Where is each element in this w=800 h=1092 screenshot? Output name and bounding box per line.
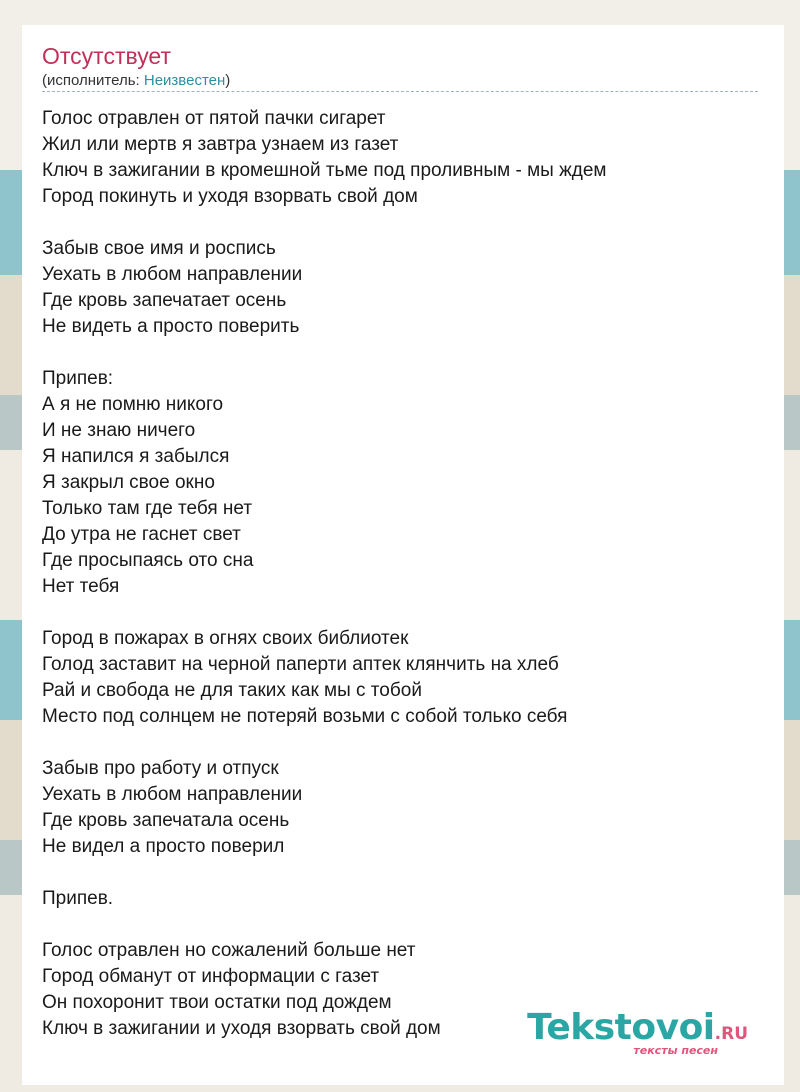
lyric-line: Припев: [42,368,114,389]
lyric-line: Где кровь запечатала осень [42,810,290,831]
lyric-line: Я напился я забылся [42,446,230,467]
lyric-line: Место под солнцем не потеряй возьми с собой только себя [42,706,568,727]
lyric-line: Не видел а просто поверил [42,836,285,857]
logo-wordmark: Tekstovoi [527,1007,715,1048]
blank-line [42,600,607,626]
lyric-line: Он похоронит твои остатки под дождем [42,992,392,1013]
lyric-line: Город покинуть и уходя взорвать свой дом [42,186,418,207]
lyric-line: Рай и свобода не для таких как мы с тобой [42,680,422,701]
lyric-line: Голод заставит на черной паперти аптек клянчить на хлеб [42,654,559,675]
blank-line [42,210,607,236]
site-logo[interactable] [527,1007,748,1057]
lyric-line: Ключ в зажигании в кромешной тьме под проливным - мы ждем [42,160,607,181]
lyric-line: Не видеть а просто поверить [42,316,300,337]
lyric-line: Голос отравлен от пятой пачки сигарет [42,108,386,129]
lyric-line: Уехать в любом направлении [42,264,303,285]
lyric-line: Город обманут от информации с газет [42,966,380,987]
lyric-line: Ключ в зажигании и уходя взорвать свой дом [42,1018,441,1039]
lyrics-body [42,106,607,1042]
artist-prefix: (исполнитель: [42,72,144,89]
song-title: Отсутствует [42,43,171,69]
logo-domain: .RU [714,1024,748,1044]
lyric-line: Только там где тебя нет [42,498,253,519]
lyric-line: Забыв свое имя и роспись [42,238,276,259]
blank-line [42,860,607,886]
blank-line [42,912,607,938]
lyric-line: И не знаю ничего [42,420,196,441]
lyric-line: Нет тебя [42,576,120,597]
lyric-line: Город в пожарах в огнях своих библиотек [42,628,409,649]
artist-link[interactable]: Неизвестен [143,72,226,89]
lyric-line: А я не помню никого [42,394,224,415]
lyric-line: Голос отравлен но сожалений больше нет [42,940,416,961]
blank-line [42,340,607,366]
lyric-line: Где просыпаясь ото сна [42,550,254,571]
lyric-line: Забыв про работу и отпуск [42,758,279,779]
lyric-line: До утра не гаснет свет [42,524,241,545]
lyric-line: Уехать в любом направлении [42,784,303,805]
lyric-line: Где кровь запечатает осень [42,290,287,311]
lyric-line: Я закрыл свое окно [42,472,215,493]
blank-line [42,730,607,756]
lyrics-page [22,25,784,1085]
divider [42,91,758,92]
logo-tagline: тексты песен [633,1044,718,1057]
artist-suffix: ) [225,72,231,89]
lyric-line: Припев. [42,888,114,909]
artist-line [42,72,230,89]
lyric-line: Жил или мертв я завтра узнаем из газет [42,134,399,155]
